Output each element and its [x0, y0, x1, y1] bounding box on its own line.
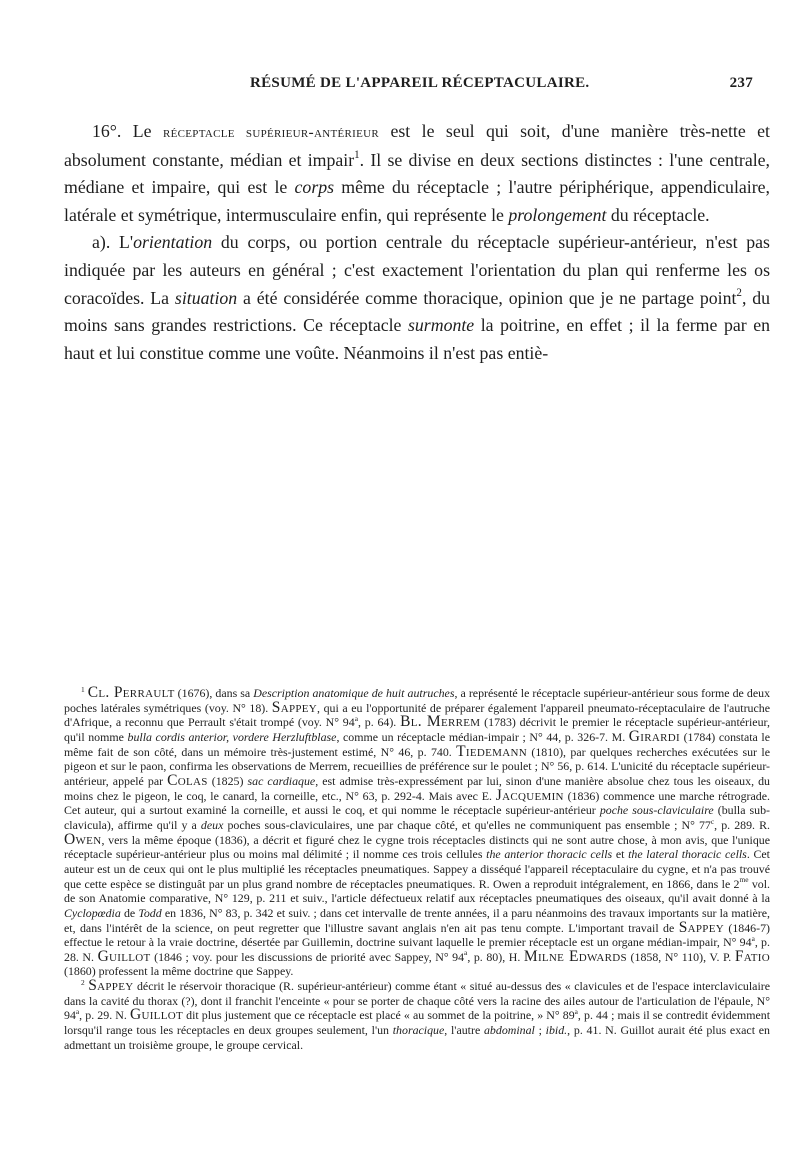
text-run: . Il se divise en deux sections distinctes : l'une centrale, médiane et impaire, qui est le: [64, 149, 771, 198]
superscript: a: [464, 948, 468, 958]
text-run: , p. 41. N. Guillot aurait été plus exact en admettant un troisième groupe, le groupe cervical.: [64, 1023, 770, 1052]
text-run: du réceptacle.: [606, 204, 710, 225]
footnote-mark: 1: [81, 684, 85, 694]
italic-run: the lateral thoracic cells: [628, 847, 747, 862]
text-run: , est admise très-expressément par lui, sinon d'une manière absolue chez tous les oiseaux, du moins chez le pigeon, le coq, le canard, la corneille, etc., N° 63, p. 292-4. Mais avec E.: [64, 773, 770, 803]
author-name: Sappey: [88, 977, 134, 995]
section-number: 16°. Le: [92, 121, 163, 141]
text-run: ;: [534, 1023, 546, 1038]
author-name: Colas: [167, 771, 208, 789]
text-run: poches sous-claviculaires, une par chaque côté, et qu'elles ne communiquent pas ensemble ; N° 77: [223, 817, 711, 832]
text-run: (bulla sub-clavicula), affirme qu'il y a: [64, 803, 770, 832]
superscript: a: [354, 713, 358, 723]
italic-run: the anterior thoracic cells: [486, 847, 613, 862]
term-small-caps: réceptacle supérieur-antérieur: [162, 124, 380, 141]
italic-run: abdominal: [483, 1023, 535, 1038]
paragraph-16: [64, 118, 770, 229]
superscript: a: [574, 1007, 578, 1017]
text-run: , du moins sans grandes restrictions. Ce réceptacle: [64, 287, 771, 336]
running-title: RÉSUMÉ DE L'APPAREIL RÉCEPTACULAIRE.: [250, 75, 590, 91]
italic-run: poche sous-claviculaire: [599, 803, 714, 818]
main-text: [64, 118, 770, 367]
italic-run: ibid.: [545, 1023, 568, 1038]
text-run: (1846 ; voy. pour les discussions de priorité avec Sappey, N° 94: [150, 949, 465, 964]
text-run: , vers la même époque (1836), a décrit et figuré chez le cygne trois réceptacles distincts qui ne sont autre chose, à mon avis, que l'unique réceptacle supérieur-antérieur plus ou moins mal délimité ; il nomme ces trois cellules: [64, 832, 770, 862]
text-run: (1860) professent la même doctrine que Sappey.: [64, 964, 294, 979]
text-run: (1858, N° 110), V. P.: [626, 949, 735, 964]
text-run: , p. 44 ; mais il se contredit évidemment lorsqu'il range tous les réceptacles en deux groupes seulement, l'un: [64, 1008, 770, 1038]
text-run: (1825): [207, 773, 248, 788]
text-run: a été considérée comme thoracique, opinion que je ne partage point: [237, 287, 737, 308]
footnote-mark: 2: [81, 977, 85, 987]
italic-run: orientation: [133, 232, 213, 253]
author-name: Owen: [64, 830, 102, 848]
text-run: est le seul qui soit, d'une manière très-nette et absolument constante, médian et impair: [64, 121, 771, 170]
text-run: vol. de son Anatomie comparative, N° 129, p. 211 et suiv., l'article défectueux relatif aux réceptacles pneumatiques des oiseaux, qu'il avait donné à la: [64, 876, 770, 906]
text-run: , a représenté le réceptacle supérieur-antérieur sous forme de deux poches latérales symétriques (voy. N° 18).: [64, 686, 771, 715]
text-run: , p. 29. N.: [79, 1008, 130, 1023]
text-run: , qui a eu l'opportunité de préparer également l'appareil pneumato-réceptaculaire de l'autruche d'Afrique, a reconnu que Perrault s'était trompé (voy. N° 94: [64, 700, 770, 730]
italic-run: sac cardiaque: [247, 773, 316, 788]
text-run: , p. 80), H.: [467, 949, 524, 964]
author-name: Guillot: [129, 1006, 183, 1024]
text-run: décrit le réservoir thoracique (R. supérieur-antérieur) comme étant « situé au-dessus des « clavicules et de l'espace interclaviculaire dans la cavité du thorax (?), dont il franchit l'enceinte « pour se porter de chaque côté vers la racine des ailes autour de l'articulation de l'épaule, N° 94: [64, 979, 770, 1023]
text-run: même du réceptacle ; l'autre périphérique, appendiculaire, latérale et symétrique, intermusculaire enfin, qui représente le: [64, 177, 770, 225]
text-run: de: [120, 905, 139, 920]
text-run: , l'autre: [444, 1023, 484, 1038]
author-name: Fatio: [734, 947, 770, 965]
text-run: (1676), dans sa: [174, 686, 254, 700]
italic-run: corps: [294, 177, 335, 198]
italic-run: prolongement: [508, 204, 607, 225]
author-name: Girardi: [628, 727, 680, 745]
text-run: , p. 64).: [357, 715, 401, 730]
text-run: (1836) commence une marche rétrograde. Cet auteur, qui a surtout examiné la corneille, et aussi le coq, et qui nomme le réceptacle supérieur-antérieur: [64, 788, 770, 818]
footnote-1: [64, 686, 770, 979]
text-run: (1784) constata le même fait de son côté, dans un mémoire très-justement estimé, N° 46, p. 740.: [64, 729, 771, 759]
italic-run: Todd: [138, 905, 162, 920]
text-run: , comme un réceptacle médian-impair ; N° 44, p. 326-7. M.: [336, 729, 629, 744]
italic-run: Cyclopœdia: [64, 905, 121, 920]
text-run: a). L': [92, 232, 134, 253]
text-run: . Cet auteur est un de ceux qui ont le plus multiplié les réceptacles pneumatiques. Sappey a disséqué l'appareil réceptaculaire du cygne, et n'a pas trouvé que cette espèce se distinguât par un plus grand nombre de réceptacles pneumatiques. R. Owen a reproduit intégralement, en 1866, dans le 2: [64, 847, 770, 891]
running-header: [98, 75, 753, 97]
author-name: Tiedemann: [456, 742, 527, 760]
superscript: a: [751, 933, 755, 943]
author-name: Guillot: [97, 947, 151, 965]
text-run: en 1836, N° 83, p. 342 et suiv. ; dans cet intervalle de trente années, il a paru néanmoins des travaux importants sur la matière, et, dans l'intérêt de la science, on peut regretter que l'illustre savant anglais n'en ait pas tenu compte. L'important travail de: [64, 905, 770, 935]
text-run: , p. 289. R.: [714, 817, 770, 832]
author-name: Milne Edwards: [523, 947, 627, 965]
text-run: dit plus justement que ce réceptacle est placé « au sommet de la poitrine, » N° 89: [183, 1008, 575, 1023]
paragraph-a: [64, 229, 770, 367]
author-name: Bl. Merrem: [400, 713, 481, 731]
text-run: (1846-7) effectue le retour à la vraie doctrine, désertée par Guillemin, doctrine suivant laquelle le premier réceptacle est un organe médian-impair, N° 94: [64, 920, 770, 950]
footnote-ref-1: 1: [354, 149, 360, 162]
italic-run: deux: [200, 817, 224, 832]
superscript: a: [75, 1007, 80, 1017]
footnote-2: [64, 979, 770, 1052]
page-number: 237: [729, 75, 753, 91]
footnote-ref-2: 2: [736, 287, 742, 300]
text-run: (1783) décrivit le premier le réceptacle supérieur-antérieur, qu'il nomme: [64, 715, 770, 744]
italic-run: bulla cordis anterior, vordere Herzluftblase: [127, 729, 337, 744]
text-run: du corps, ou portion centrale du réceptacle supérieur-antérieur, n'est pas indiquée par les auteurs en général ; c'est exactement l'orientation du plan qui renferme les os coracoïdes. La: [64, 232, 770, 308]
italic-run: situation: [174, 287, 238, 308]
footnotes: [64, 686, 770, 1052]
author-name: Jacquemin: [495, 786, 564, 804]
italic-run: thoracique: [392, 1023, 445, 1038]
italic-run: surmonte: [408, 315, 475, 336]
text-run: (1810), par quelques recherches exécutées sur le pigeon et sur le paon, confirma les observations de Merrem, recueillies de préférence sur le poulet ; N° 56, p. 614. L'unicité du réceptacle supérieur-antérieur, appelé par: [64, 744, 770, 788]
text-run: et: [612, 847, 629, 862]
author-name: Cl. Perrault: [87, 684, 175, 701]
author-name: Sappey: [678, 918, 724, 936]
text-run: , p. 28. N.: [64, 935, 770, 964]
superscript: c: [710, 816, 715, 826]
superscript: me: [739, 875, 749, 885]
italic-run: Description anatomique de huit autruches: [253, 686, 455, 700]
text-run: la poitrine, en effet ; il la ferme par en haut et lui constitue comme une voûte. Néanmoins il n'est pas entiè-: [64, 315, 770, 363]
author-name: Sappey: [271, 698, 318, 716]
